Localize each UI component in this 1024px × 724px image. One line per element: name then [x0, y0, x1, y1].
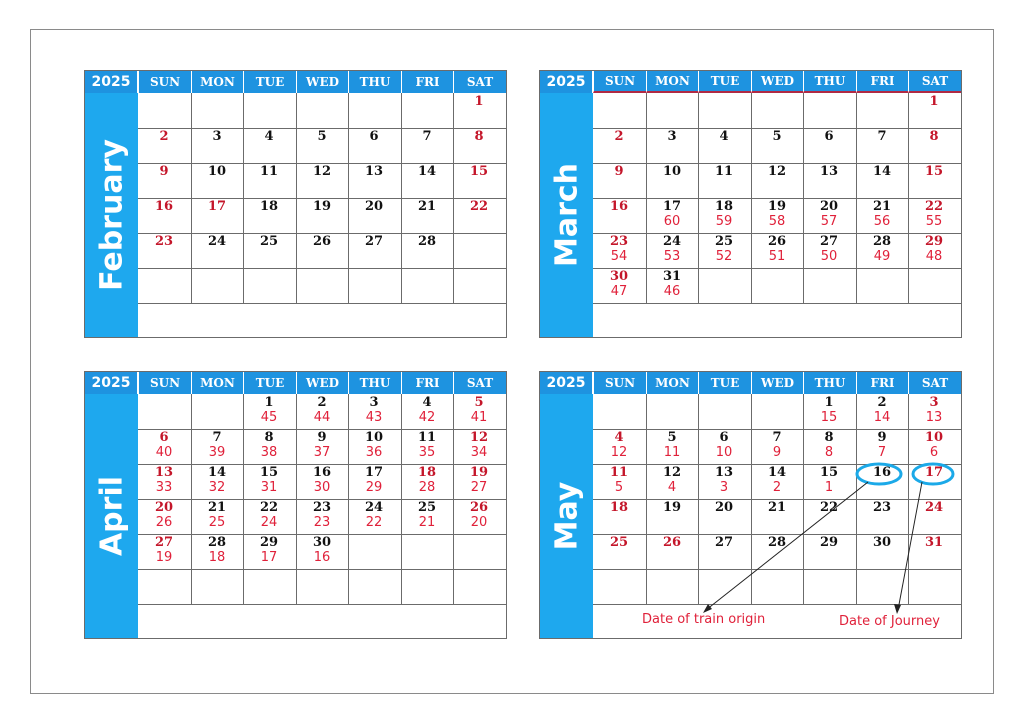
weekday-header-thu: THU: [803, 71, 856, 93]
day-number: 25: [259, 234, 279, 249]
day-number: 28: [417, 234, 437, 249]
days-remaining-count: 58: [768, 214, 786, 229]
day-number: 7: [212, 430, 222, 445]
weekday-header-wed: WED: [751, 71, 803, 93]
days-remaining-count: 46: [663, 284, 681, 299]
days-remaining-count: 21: [418, 515, 436, 530]
month-name: March: [549, 162, 584, 268]
days-remaining-count: 43: [365, 410, 383, 425]
days-remaining-count: 28: [418, 480, 436, 495]
day-number: 18: [714, 199, 734, 214]
day-number: 24: [207, 234, 227, 249]
days-remaining-count: 59: [715, 214, 733, 229]
days-remaining-count: 8: [824, 445, 834, 460]
day-number: 14: [767, 465, 787, 480]
day-number: 19: [312, 199, 332, 214]
day-number: 26: [312, 234, 332, 249]
day-number: 16: [872, 465, 892, 480]
days-remaining-count: 37: [313, 445, 331, 460]
weekday-header-mon: MON: [646, 71, 698, 93]
day-number: 28: [767, 535, 787, 550]
day-number: 9: [159, 164, 169, 179]
year-label: 2025: [540, 372, 593, 394]
day-number: 23: [609, 234, 629, 249]
day-number: 6: [369, 129, 379, 144]
day-number: 3: [929, 395, 939, 410]
day-number: 22: [469, 199, 489, 214]
weekday-header-sat: SAT: [453, 71, 506, 93]
day-number: 4: [422, 395, 432, 410]
days-remaining-count: 19: [155, 550, 173, 565]
weekday-header-fri: FRI: [856, 71, 908, 93]
day-number: 29: [259, 535, 279, 550]
day-number: 27: [364, 234, 384, 249]
day-number: 9: [317, 430, 327, 445]
day-number: 24: [662, 234, 682, 249]
day-number: 23: [312, 500, 332, 515]
day-number: 30: [609, 269, 629, 284]
day-number: 2: [159, 129, 169, 144]
day-number: 13: [364, 164, 384, 179]
day-number: 5: [317, 129, 327, 144]
day-number: 4: [719, 129, 729, 144]
weekday-header-wed: WED: [296, 372, 348, 394]
days-remaining-count: 22: [365, 515, 383, 530]
day-number: 23: [154, 234, 174, 249]
day-number: 21: [872, 199, 892, 214]
day-number: 18: [609, 500, 629, 515]
day-number: 10: [364, 430, 384, 445]
days-remaining-count: 39: [208, 445, 226, 460]
highlight-circle-16: [857, 464, 901, 484]
days-remaining-count: 27: [470, 480, 488, 495]
day-number: 8: [474, 129, 484, 144]
weekday-header-sun: SUN: [138, 71, 191, 93]
year-label: 2025: [540, 71, 593, 93]
days-remaining-count: 5: [614, 480, 624, 495]
days-remaining-count: 9: [772, 445, 782, 460]
day-number: 3: [667, 129, 677, 144]
days-remaining-count: 52: [715, 249, 733, 264]
days-remaining-count: 14: [873, 410, 891, 425]
days-remaining-count: 4: [667, 480, 677, 495]
day-number: 12: [312, 164, 332, 179]
days-remaining-count: 38: [260, 445, 278, 460]
days-remaining-count: 40: [155, 445, 173, 460]
day-number: 17: [207, 199, 227, 214]
day-number: 20: [364, 199, 384, 214]
day-number: 7: [422, 129, 432, 144]
days-remaining-count: 48: [925, 249, 943, 264]
day-number: 28: [872, 234, 892, 249]
days-remaining-count: 30: [313, 480, 331, 495]
weekday-header-tue: TUE: [698, 71, 751, 93]
weekday-header-sun: SUN: [593, 372, 646, 394]
weekday-header-mon: MON: [191, 372, 243, 394]
weekday-header-fri: FRI: [401, 71, 453, 93]
days-remaining-count: 16: [313, 550, 331, 565]
days-remaining-count: 1: [824, 480, 834, 495]
day-number: 16: [154, 199, 174, 214]
day-number: 14: [872, 164, 892, 179]
days-remaining-count: 45: [260, 410, 278, 425]
days-remaining-count: 33: [155, 480, 173, 495]
weekday-header-sat: SAT: [908, 71, 961, 93]
days-remaining-count: 34: [470, 445, 488, 460]
day-number: 13: [819, 164, 839, 179]
day-number: 1: [824, 395, 834, 410]
weekday-header-tue: TUE: [698, 372, 751, 394]
day-number: 10: [207, 164, 227, 179]
days-remaining-count: 26: [155, 515, 173, 530]
days-remaining-count: 11: [663, 445, 681, 460]
days-remaining-count: 29: [365, 480, 383, 495]
day-number: 6: [159, 430, 169, 445]
arrow-journey: [898, 482, 922, 610]
label-date-of-train-origin: Date of train origin: [642, 612, 766, 627]
day-number: 6: [719, 430, 729, 445]
day-number: 15: [469, 164, 489, 179]
day-number: 15: [259, 465, 279, 480]
day-number: 19: [767, 199, 787, 214]
day-number: 27: [819, 234, 839, 249]
month-name: February: [94, 139, 129, 291]
day-number: 30: [872, 535, 892, 550]
days-remaining-count: 54: [610, 249, 628, 264]
days-remaining-count: 56: [873, 214, 891, 229]
day-number: 19: [662, 500, 682, 515]
day-number: 22: [924, 199, 944, 214]
days-remaining-count: 42: [418, 410, 436, 425]
day-number: 1: [264, 395, 274, 410]
days-remaining-count: 36: [365, 445, 383, 460]
day-number: 12: [469, 430, 489, 445]
day-number: 24: [924, 500, 944, 515]
day-number: 23: [872, 500, 892, 515]
days-remaining-count: 44: [313, 410, 331, 425]
day-number: 15: [924, 164, 944, 179]
day-number: 11: [714, 164, 734, 179]
days-remaining-count: 35: [418, 445, 436, 460]
day-number: 17: [662, 199, 682, 214]
month-name: May: [549, 481, 584, 551]
weekday-header-mon: MON: [191, 71, 243, 93]
day-number: 2: [877, 395, 887, 410]
day-number: 5: [667, 430, 677, 445]
days-remaining-count: 3: [719, 480, 729, 495]
day-number: 26: [469, 500, 489, 515]
day-number: 31: [924, 535, 944, 550]
day-number: 3: [369, 395, 379, 410]
day-number: 18: [259, 199, 279, 214]
days-remaining-count: 13: [925, 410, 943, 425]
day-number: 5: [772, 129, 782, 144]
days-remaining-count: 53: [663, 249, 681, 264]
day-number: 8: [824, 430, 834, 445]
day-number: 8: [264, 430, 274, 445]
weekday-header-sat: SAT: [908, 372, 961, 394]
days-remaining-count: 23: [313, 515, 331, 530]
days-remaining-count: 7: [877, 445, 887, 460]
day-number: 2: [317, 395, 327, 410]
days-remaining-count: 6: [929, 445, 939, 460]
day-number: 15: [819, 465, 839, 480]
day-number: 4: [614, 430, 624, 445]
days-remaining-count: 55: [925, 214, 943, 229]
day-number: 13: [714, 465, 734, 480]
weekday-header-fri: FRI: [401, 372, 453, 394]
day-number: 13: [154, 465, 174, 480]
day-number: 16: [312, 465, 332, 480]
day-number: 1: [474, 94, 484, 109]
weekday-header-tue: TUE: [243, 71, 296, 93]
days-remaining-count: 24: [260, 515, 278, 530]
weekday-header-mon: MON: [646, 372, 698, 394]
days-remaining-count: 57: [820, 214, 838, 229]
day-number: 14: [417, 164, 437, 179]
day-number: 8: [929, 129, 939, 144]
day-number: 7: [772, 430, 782, 445]
days-remaining-count: 15: [820, 410, 838, 425]
day-number: 26: [662, 535, 682, 550]
arrow-train-origin: [706, 482, 868, 610]
weekday-header-fri: FRI: [856, 372, 908, 394]
weekday-header-wed: WED: [751, 372, 803, 394]
day-number: 27: [154, 535, 174, 550]
day-number: 10: [924, 430, 944, 445]
year-label: 2025: [85, 372, 138, 394]
days-remaining-count: 18: [208, 550, 226, 565]
day-number: 25: [714, 234, 734, 249]
day-number: 6: [824, 129, 834, 144]
day-number: 29: [819, 535, 839, 550]
day-number: 9: [877, 430, 887, 445]
days-remaining-count: 60: [663, 214, 681, 229]
weekday-header-thu: THU: [348, 372, 401, 394]
day-number: 10: [662, 164, 682, 179]
day-number: 22: [819, 500, 839, 515]
day-number: 17: [364, 465, 384, 480]
day-number: 11: [259, 164, 279, 179]
day-number: 17: [924, 465, 944, 480]
day-number: 21: [767, 500, 787, 515]
day-number: 2: [614, 129, 624, 144]
month-name: April: [94, 475, 129, 557]
day-number: 11: [417, 430, 437, 445]
weekday-header-sun: SUN: [138, 372, 191, 394]
days-remaining-count: 31: [260, 480, 278, 495]
day-number: 21: [207, 500, 227, 515]
weekday-header-thu: THU: [803, 372, 856, 394]
day-number: 5: [474, 395, 484, 410]
day-number: 11: [609, 465, 629, 480]
weekday-header-sun: SUN: [593, 71, 646, 93]
weekday-header-wed: WED: [296, 71, 348, 93]
day-number: 9: [614, 164, 624, 179]
days-remaining-count: 49: [873, 249, 891, 264]
arrowhead-journey: [894, 604, 901, 614]
day-number: 25: [609, 535, 629, 550]
weekday-header-sat: SAT: [453, 372, 506, 394]
day-number: 20: [154, 500, 174, 515]
days-remaining-count: 20: [470, 515, 488, 530]
day-number: 3: [212, 129, 222, 144]
day-number: 25: [417, 500, 437, 515]
weekday-header-thu: THU: [348, 71, 401, 93]
days-remaining-count: 10: [715, 445, 733, 460]
days-remaining-count: 25: [208, 515, 226, 530]
day-number: 7: [877, 129, 887, 144]
year-label: 2025: [85, 71, 138, 93]
days-remaining-count: 47: [610, 284, 628, 299]
weekday-header-tue: TUE: [243, 372, 296, 394]
day-number: 28: [207, 535, 227, 550]
day-number: 19: [469, 465, 489, 480]
day-number: 26: [767, 234, 787, 249]
days-remaining-count: 2: [772, 480, 782, 495]
day-number: 12: [662, 465, 682, 480]
day-number: 30: [312, 535, 332, 550]
label-date-of-journey: Date of Journey: [839, 614, 940, 629]
days-remaining-count: 12: [610, 445, 628, 460]
day-number: 1: [929, 94, 939, 109]
days-remaining-count: 50: [820, 249, 838, 264]
day-number: 14: [207, 465, 227, 480]
day-number: 22: [259, 500, 279, 515]
day-number: 4: [264, 129, 274, 144]
days-remaining-count: 17: [260, 550, 278, 565]
day-number: 20: [714, 500, 734, 515]
days-remaining-count: 51: [768, 249, 786, 264]
day-number: 21: [417, 199, 437, 214]
day-number: 12: [767, 164, 787, 179]
day-number: 27: [714, 535, 734, 550]
day-number: 29: [924, 234, 944, 249]
day-number: 18: [417, 465, 437, 480]
days-remaining-count: 41: [470, 410, 488, 425]
day-number: 31: [662, 269, 682, 284]
day-number: 24: [364, 500, 384, 515]
day-number: 20: [819, 199, 839, 214]
day-number: 16: [609, 199, 629, 214]
highlight-circle-17: [913, 464, 953, 484]
days-remaining-count: 32: [208, 480, 226, 495]
